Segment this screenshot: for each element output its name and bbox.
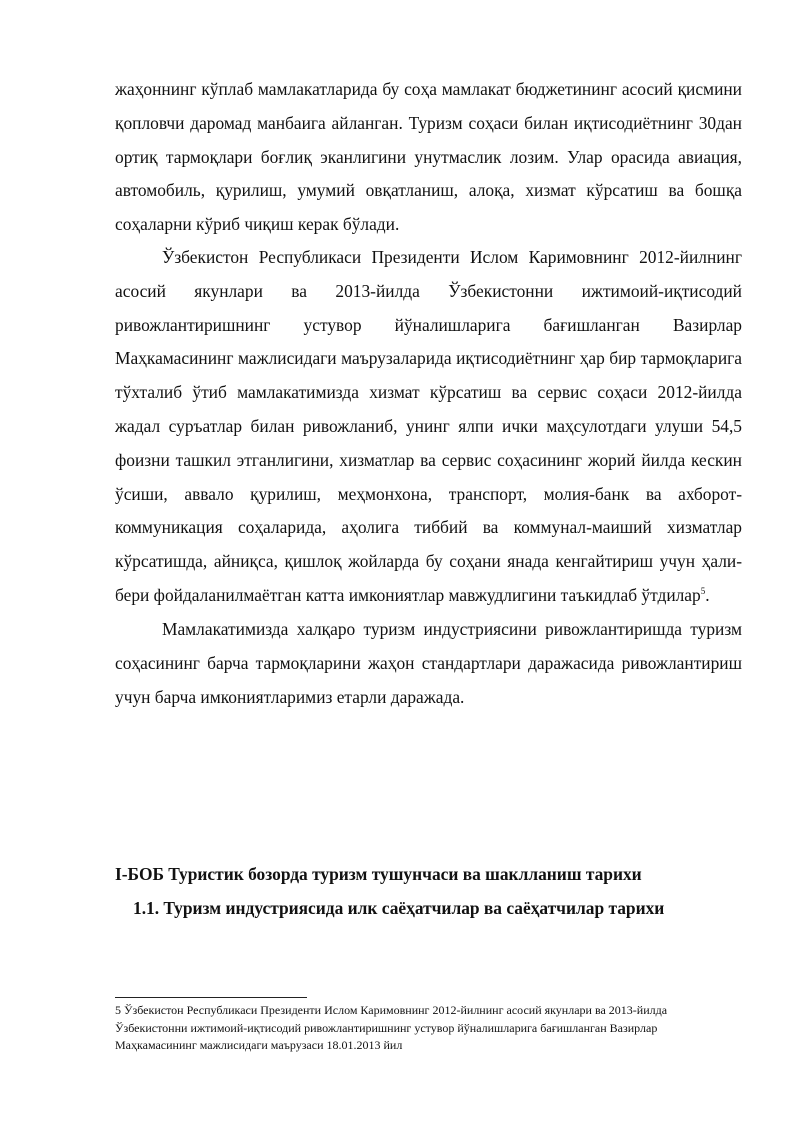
body-paragraph-2 <box>115 241 742 613</box>
body-paragraph-2-text: Ўзбекистон Республикаси Президенти Ислом Каримовнинг 2012-йилнинг асосий якунлари ва 2013-йилда Ўзбекистонни ижтимоий-иқтисодий ривожлантиришнинг устувор йўналишларига бағишланган Вазирлар Маҳкамасининг мажлисидаги маърузаларида иқтисодиётнинг ҳар бир тармоқларига тўхталиб ўтиб мамлакатимизда хизмат кўрсатиш ва сервис соҳаси 2012-йилда жадал суръатлар билан ривожланиб, унинг ялпи ички маҳсулотдаги улуши 54,5 фоизни ташкил этганлигини, хизматлар ва сервис соҳасининг жорий йилда кескин ўсиши, аввало қурилиш, меҳмонхона, транспорт, молия-банк ва ахборот-коммуникация соҳаларида, аҳолига тиббий ва коммунал-маиший хизматлар кўрсатишда, айниқса, қишлоқ жойларда бу соҳани янада кенгайтириш учун ҳали-бери фойдаланилмаётган катта имкониятлар мавжудлигини таъкидлаб ўтдилар <box>115 247 742 605</box>
footnote-separator <box>115 997 307 998</box>
footnote-text: 5 Ўзбекистон Республикаси Президенти Ислом Каримовнинг 2012-йилнинг асосий якунлари ва 2013-йилда Ўзбекистонни ижтимоий-иқтисодий ривожлантиришнинг устувор йўналишларига бағишланган Вазирлар Маҳкамасининг мажлисидаги маърузаси 18.01.2013 йил <box>115 1003 668 1052</box>
footnote-reference[interactable]: 5 <box>700 586 706 597</box>
section-heading: 1.1. Туризм индустриясида илк саёҳатчилар ва саёҳатчилар тарихи <box>133 898 665 918</box>
body-paragraph-1: жаҳоннинг кўплаб мамлакатларида бу соҳа мамлакат бюджетининг асосий қисмини қопловчи даромад манбаига айланган. Туризм соҳаси билан иқтисодиётнинг 30дан ортиқ тармоқлари боғлиқ эканлигини унутмаслик лозим. Улар орасида авиация, автомобиль, қурилиш, умумий овқатланиш, алоқа, хизмат кўрсатиш ва бошқа соҳаларни кўриб чиқиш керак бўлади. <box>115 79 742 235</box>
body-paragraph-3: Мамлакатимизда халқаро туризм индустриясини ривожлантиришда туризм соҳасининг барча тармоқларини жаҳон стандартлари даражасида ривожлантириш учун барча имкониятларимиз етарли даражада. <box>115 619 742 707</box>
chapter-heading: I-БОБ Туристик бозорда туризм тушунчаси ва шаклланиш тарихи <box>115 864 642 884</box>
document-page <box>115 0 742 1131</box>
body-paragraph-2-end: . <box>705 584 710 605</box>
